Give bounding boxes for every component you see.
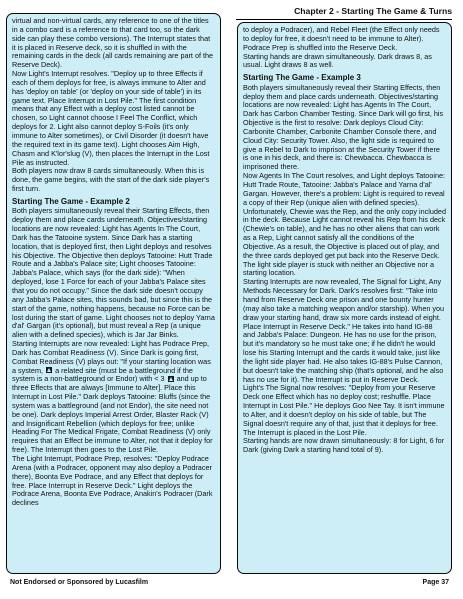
force-icon: [168, 376, 174, 382]
section-heading: Starting The Game - Example 3: [243, 73, 361, 83]
paragraph: Both players now draw 8 cards simultaneously. When this is done, the game begins, with the start of the dark side player's first turn.: [12, 166, 210, 194]
paragraph: The Light Interrupt, Podrace Prep, resolves: "Deploy Podrace Arena (with a Podracer, opponent may also deploy a Podracer there), Boonta Eve Podrace, and any Effect that deploys for free. Place Interrupt in Reserve Deck." Light deploys the Podrace Arena, Boonta Eve Podrace, Anakin's Podracer (Dark declines: [12, 454, 213, 508]
page-number: Page 37: [422, 579, 449, 586]
paragraph-text: Starting Interrupts are now revealed: Light has Podrace Prep, Dark has Combat Readiness (V). Since Dark is going first, Combat Readiness (V) plays out: "If your starting location was a system,: [12, 339, 211, 375]
paragraph: [12, 340, 215, 455]
paragraph-text: a related site (must be a battleground if the system is a non-battleground or Endor) with < 3: [12, 365, 193, 384]
paragraph: Light's The Signal now resolves: "Deploy from your Reserve Deck one Effect which has no deploy cost; reshuffle. Place Interrupt in Lost Pile." He deploys Goo Nee Tay. It isn't immune to Alter, and it doesn't deploy on his side of table, but The Signal doesn't require any of that, just that it deploys for free. The Interrupt is placed in the Lost Pile.: [243, 383, 445, 437]
footer-disclaimer: Not Endorsed or Sponsored by Lucasfilm: [10, 579, 149, 586]
header-rule: [236, 19, 452, 20]
paragraph: Starting Interrupts are now revealed, The Signal for Light, Any Methods Necessary for Dark. Dark's resolves first: "Take into hand from Reserve Deck one prison and one bounty hunter (may also take a matching weapon and/or starship). When you draw your starting hand, draw six more cards instead of eight. Place Interrupt in Reserve Deck." He takes into hand IG-88 and Jabba's Palace: Dungeon. He has no use for the prison, but it's mandatory so he must take one; if he didn't he would lose his Starting Interrupt and the cards it would take, just like the light side player had. He also takes IG-88's Pulse Cannon, but doesn't take the matching ship (that's optional, and he also has no use for it). The Interrupt is put in Reserve Deck.: [243, 277, 445, 384]
section-heading: Starting The Game - Example 2: [12, 196, 130, 206]
paragraph-text: and up to three Effects that are always [Immune to Alter]. Place this Interrupt in Lost Pile." Dark deploys Tatooine: Bluffs (since the system was a battleground (and not Endor), the site need not be one). Dark deploys Imperial Arrest Order, Blaster Rack (V) and Insignificant Rebellion (which deploys for free; unlike Heading For The Medical Frigate, Combat Readiness (V) only requires that an Effect be immune to Alter, not that it deploy for free). The Interrupt then goes to the Lost Pile.: [12, 374, 213, 455]
paragraph: Starting hands are drawn simultaneously. Dark draws 8, as usual. Light draws 8 as well.: [243, 51, 432, 70]
chapter-header: Chapter 2 - Starting The Game & Turns: [294, 6, 452, 16]
paragraph: Both players simultaneously reveal their Starting Effects, then deploy them and place cards underneath. Objectives/starting locations are now revealed: Light has Agents In The Court, Dark has Carbon Chamber Testing. Since Dark will go first, his Objective is the first to resolve: Dark deploys Cloud City: Carbonite Chamber, Carbonite Chamber Console there, and Cloud City: Security Tower. Also, the light side is required to give a Rebel to Dark to imprison at the Security Tower if there is one in his deck, and there is: Chewbacca. Chewbacca is imprisoned there.: [243, 82, 444, 172]
right-column: [237, 22, 452, 574]
paragraph: Both players simultaneously reveal their Starting Effects, then deploy them and place cards underneath. Objectives/starting locations are now revealed: Light has Agents In The Court, Dark has the Tatooine system. Since Dark has a starting location, that is deployed first, then Light deploys and resolves his Objective. The Objective then deploys Tatooine: Hutt Trade Route and a Jabba's Palace site; Light chooses Tatooine: Jabba's Palace, which says (for the dark side): "When deployed, lose 1 Force for each of your Jabba's Palace sites that you do not occupy." Since the dark side doesn't occupy any Jabba's Palace sites, this sounds bad, but since this is the start of the game, nothing happens, because no Force can be lost during the start of game. Light chooses not to deploy Yarna d'al' Gargan (it's optional), but must reveal a Rep (a unique alien with a defined species), which is Jar Jar Binks.: [12, 206, 215, 340]
paragraph: virtual and non-virtual cards, any reference to one of the titles in a combo card is a reference to that card too, so the dark side can play these combo versions). The Interrupt states that it is placed in Reserve deck, so it is shuffled in with the remaining cards in the deck (all cards remaining are part of the Reserve Deck).: [12, 16, 214, 70]
paragraph: Now Agents In The Court resolves, and Light deploys Tatooine: Hutt Trade Route, Tatooine: Jabba's Palace and Yarna d'al' Gargan. However, there's a problem: Light is required to reveal a copy of their Rep (unique alien with defined species). Unfortunately, Chewie was the Rep, and the only copy included in the deck. Because Light cannot reveal his Rep from his deck (Chewie's on table), and he has no other aliens that can work as a Rep, Light cannot satisfy all the conditions of the Objective. As a result, the Objective is placed out of play, and the three cards deployed get put back into the Reserve Deck. The light side player is stuck with neither an Objective nor a starting location.: [243, 171, 446, 278]
paragraph: Now Light's Interrupt resolves. "Deploy up to three Effects if each of them deploys for free, is always immune to Alter and has 'deploy on table' (or 'deploy on your side of table') in its game text. Place Interrupt in Lost Pile." The first condition means that any Effect with a deploy cost listed cannot be chosen, so Light cannot choose I Feel The Conflict, which deploys for 2. Light also cannot deploy S-Foils (it's only immune to Alter sometimes), or Civil Disorder (it doesn't have the required text in its game text). Light chooses Aim High, Chasm and K'lor'slug (V), then places the Interrupt in the Lost Pile as instructed.: [12, 69, 210, 167]
paragraph: to deploy a Podracer), and Rebel Fleet (the Effect only needs to deploy for free, it doesn't need to be immune to Alter). Podrace Prep is shuffled into the Reserve Deck.: [243, 25, 440, 52]
left-column: [6, 13, 221, 574]
paragraph: Starting hands are now drawn simultaneously: 8 for Light, 6 for Dark (giving Dark a starting hand total of 9).: [243, 436, 445, 455]
system-icon: [46, 367, 52, 373]
